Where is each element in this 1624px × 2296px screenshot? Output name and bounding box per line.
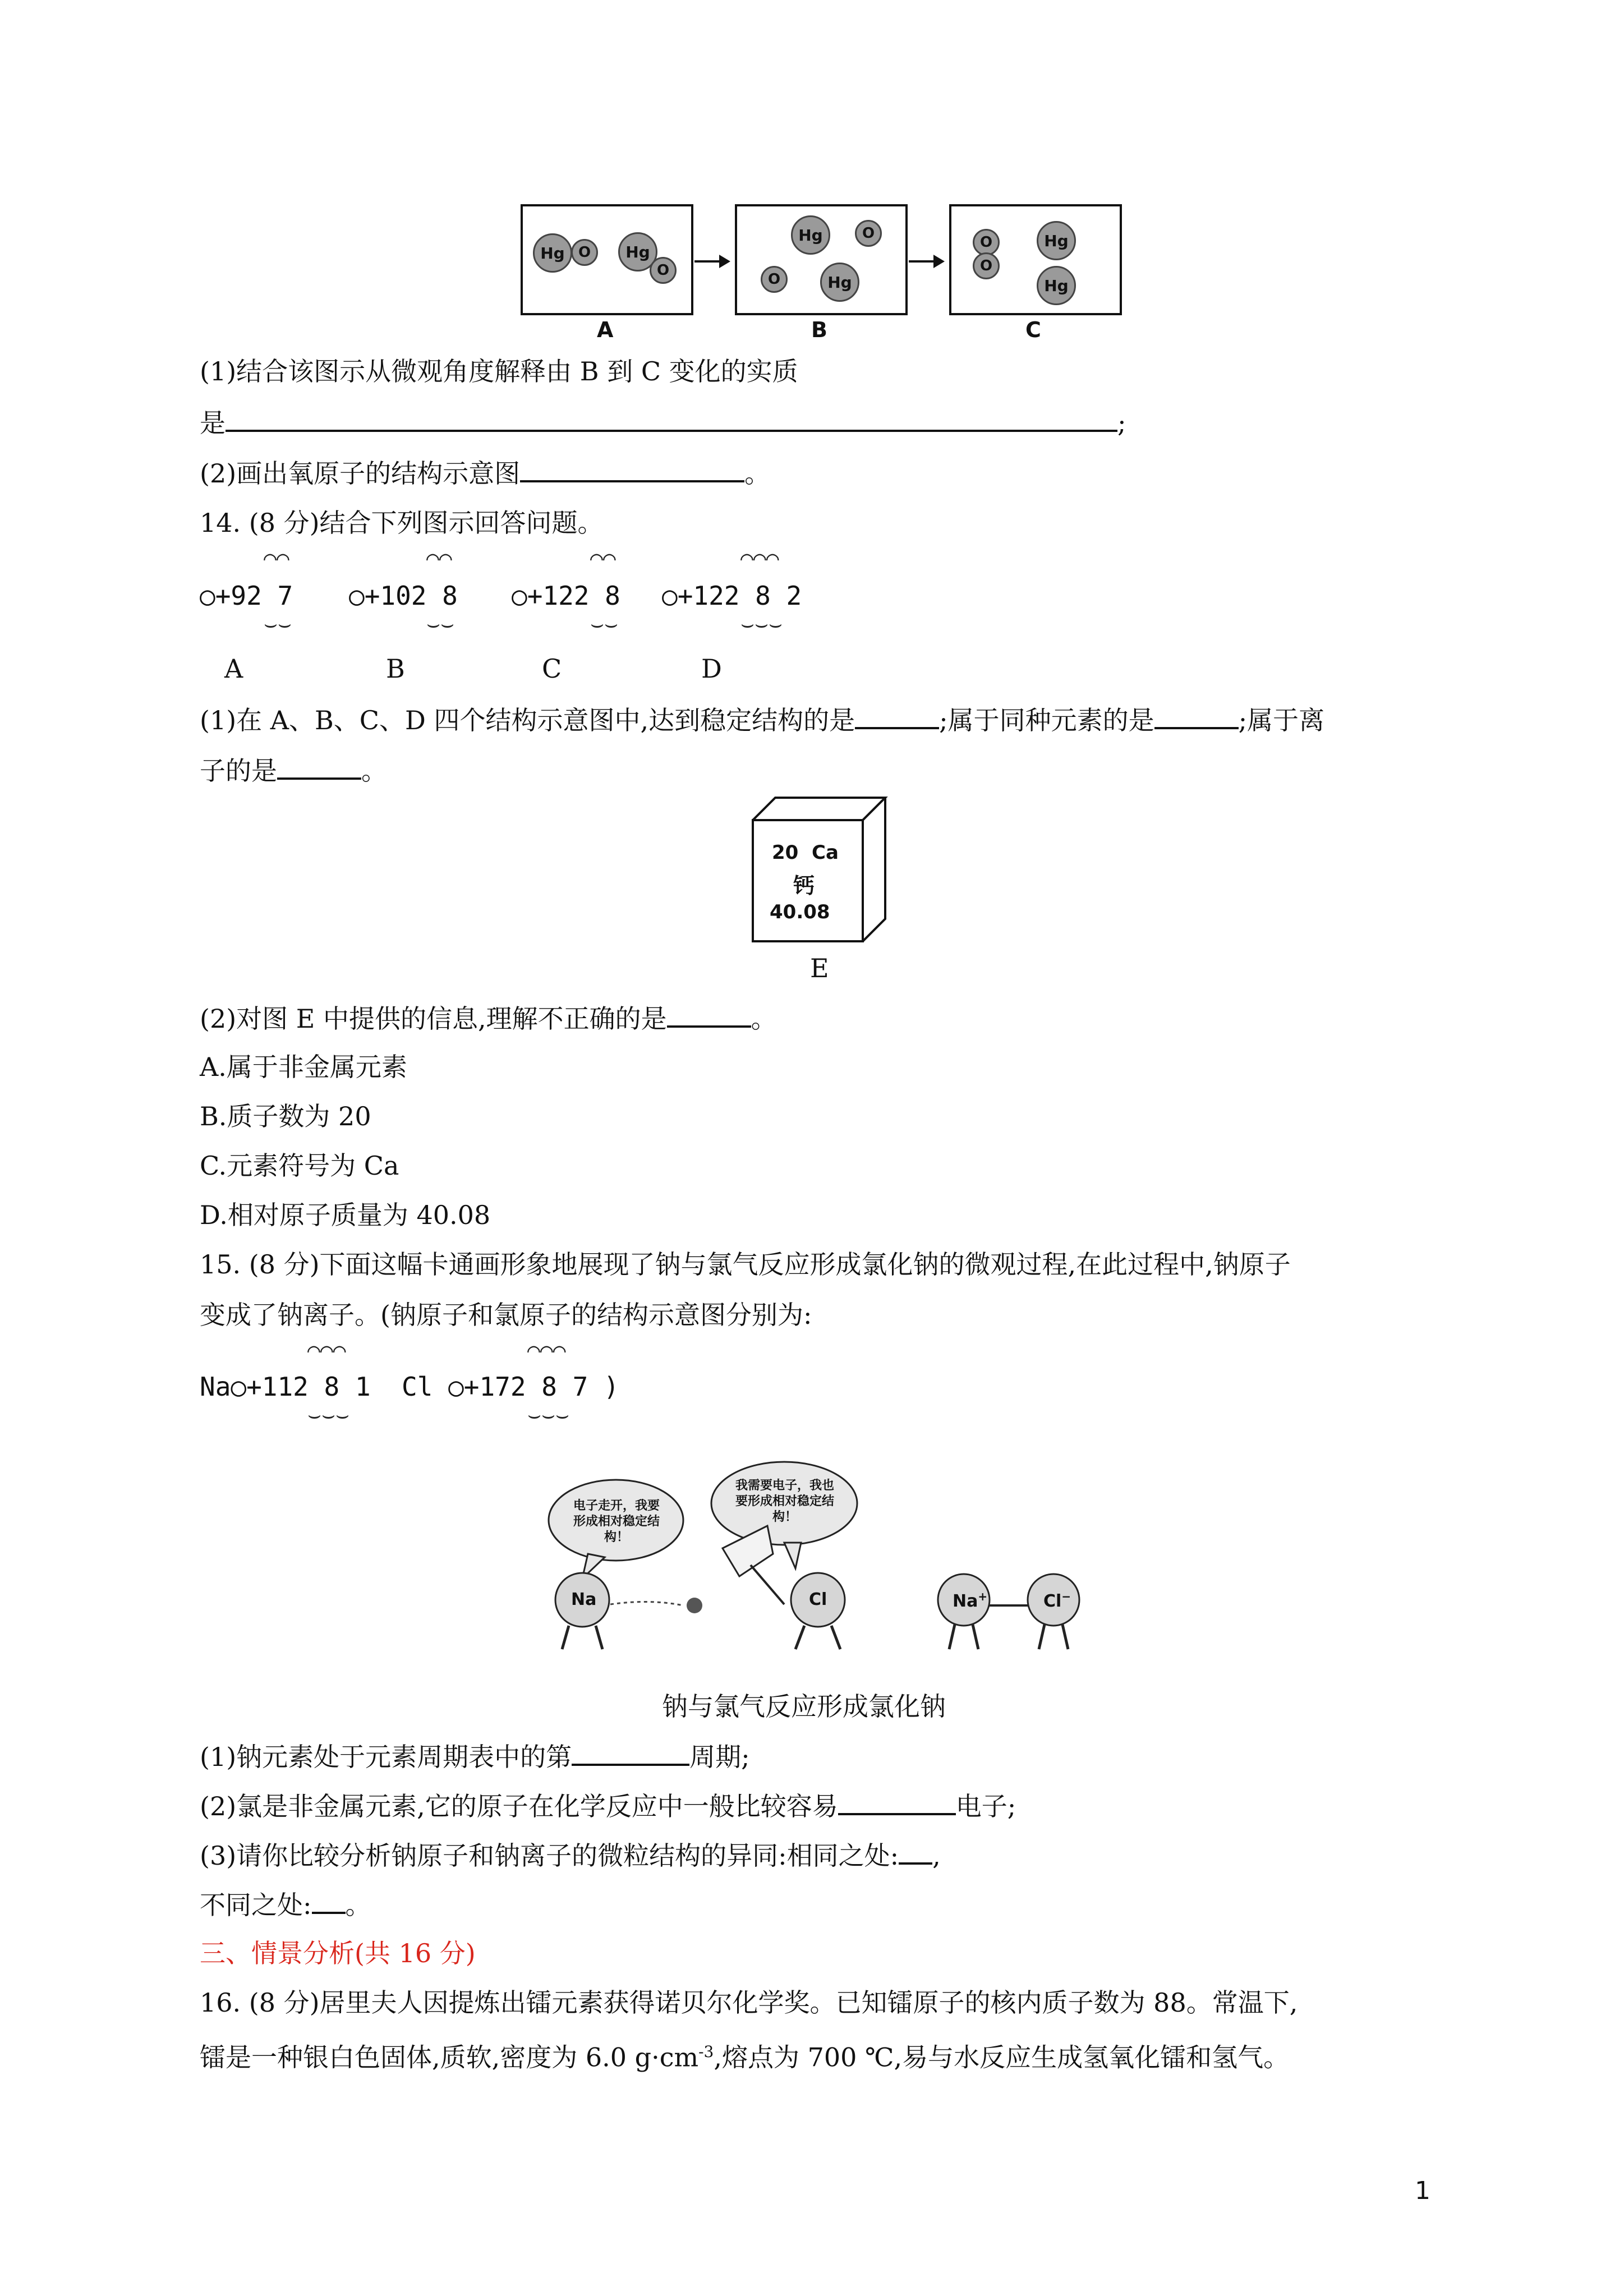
shell-arcs-top: ⌒⌒: [426, 545, 452, 570]
cartoon-caption: 钠与氯气反应形成氯化钠: [662, 1691, 946, 1722]
q15-part3-text: ,: [932, 1841, 941, 1871]
hg-atom: Hg: [791, 215, 830, 255]
q13-part1-answer: [200, 405, 1126, 440]
q14-title: 14. (8 分)结合下列图示回答问题。: [200, 508, 604, 538]
q15-part1: [200, 1739, 750, 1774]
speech-bubble-cl: 我需要电子，我也要形成相对稳定结构！: [735, 1478, 834, 1524]
q13-part1-text: (1)结合该图示从微观角度解释由 B 到 C 变化的实质: [200, 356, 798, 386]
q13-part2: [200, 455, 770, 490]
answer-blank[interactable]: [1154, 702, 1239, 729]
schematic-label-d: D: [701, 654, 722, 684]
hg-atom: Hg: [1037, 266, 1076, 305]
answer-blank[interactable]: [520, 455, 744, 482]
cl-ion-character: [1043, 1590, 1071, 1611]
q16-exponent: -3: [698, 2042, 714, 2061]
shell-arcs-top: ⌒⌒⌒: [307, 1337, 346, 1362]
section-heading: 三、情景分析(共 16 分): [200, 1938, 476, 1968]
q14-part1-text: (1)在 A、B、C、D 四个结构示意图中,达到稳定结构的是: [200, 705, 855, 735]
option-d[interactable]: D.相对原子质量为 40.08: [200, 1200, 491, 1230]
element-number-symbol: [772, 841, 839, 864]
shell-arcs-bottom: ⌣⌣⌣: [307, 1402, 350, 1427]
schematic-label-b: B: [386, 654, 405, 684]
answer-blank[interactable]: [667, 1001, 751, 1028]
q14-part2-text: (2)对图 E 中提供的信息,理解不正确的是: [200, 1004, 667, 1034]
q13-part1-prefix: 是: [200, 408, 226, 438]
na-ion-label: Na: [953, 1591, 978, 1611]
schematic-d: ○+122 8 2: [662, 581, 802, 611]
reaction-arrow: [694, 260, 728, 263]
answer-blank[interactable]: [838, 1788, 956, 1815]
panel-c: [949, 204, 1122, 315]
q15-part1-text: 周期;: [689, 1742, 750, 1772]
o-atom: O: [855, 220, 882, 247]
panel-label-c: C: [1025, 318, 1041, 342]
o-atom: O: [973, 229, 1000, 256]
q15-part2: [200, 1788, 1016, 1823]
atomic-mass: 40.08: [770, 901, 830, 923]
na-ion-charge: +: [978, 1590, 988, 1603]
q15-part1-text: (1)钠元素处于元素周期表中的第: [200, 1742, 572, 1772]
q14-part1-end: 。: [361, 756, 387, 786]
answer-blank[interactable]: [572, 1739, 689, 1766]
q14-part1-text: ;属于离: [1238, 705, 1325, 735]
q14-part2-end: 。: [751, 1004, 777, 1034]
shell-arcs-bottom: ⌣⌣: [590, 611, 619, 636]
q14-part1-text: ;属于同种元素的是: [939, 705, 1154, 735]
shell-arcs-bottom: ⌣⌣⌣: [527, 1402, 570, 1427]
schematic-label-a: A: [224, 654, 243, 684]
card-label-e: E: [810, 953, 829, 983]
answer-blank[interactable]: [855, 702, 939, 729]
reaction-arrow: [909, 260, 942, 263]
answer-blank[interactable]: [899, 1838, 932, 1865]
atomic-number: 20: [772, 841, 799, 864]
q14-part1-text: 子的是: [200, 756, 277, 786]
q15-line2: 变成了钠离子。(钠原子和氯原子的结构示意图分别为:: [200, 1300, 812, 1330]
na-ion-character: [953, 1590, 987, 1611]
na-schematic: Na○+112 8 1: [200, 1372, 371, 1402]
q16-line2-text: ,熔点为 700 ℃,易与水反应生成氢氧化镭和氢气。: [714, 2042, 1290, 2073]
schematic-a: ○+92 7: [200, 581, 293, 611]
q13-part2-text: (2)画出氧原子的结构示意图: [200, 458, 521, 489]
page-number: 1: [1415, 2177, 1430, 2205]
schematic-b: ○+102 8: [349, 581, 458, 611]
q15-part2-text: 电子;: [955, 1791, 1016, 1821]
q15-part4-text: 。: [345, 1890, 371, 1920]
q14-part1: [200, 702, 1324, 737]
sodium-chlorine-cartoon: [537, 1458, 1104, 1660]
q13-part1: [200, 355, 798, 388]
q14-part2: [200, 1001, 777, 1036]
answer-blank[interactable]: [226, 405, 1117, 432]
panel-a: [521, 204, 693, 315]
element-name: 钙: [793, 873, 815, 898]
shell-arcs-top: ⌒⌒⌒: [527, 1337, 566, 1362]
q15-part4-text: 不同之处:: [200, 1890, 312, 1920]
panel-label-a: A: [597, 318, 614, 342]
hg-atom: Hg: [618, 232, 657, 272]
hg-atom: Hg: [533, 233, 572, 273]
shell-arcs-top: ⌒⌒: [264, 545, 289, 570]
shell-arcs-bottom: ⌣⌣: [264, 611, 292, 636]
o-atom: O: [650, 257, 677, 284]
q15-part3: [200, 1838, 941, 1872]
element-symbol: Ca: [812, 841, 839, 864]
option-c[interactable]: C.元素符号为 Ca: [200, 1151, 399, 1181]
q16-line2: [200, 2035, 1289, 2074]
q15-part2-text: (2)氯是非金属元素,它的原子在化学反应中一般比较容易: [200, 1791, 838, 1821]
schematic-label-c: C: [542, 654, 562, 684]
o-atom: O: [571, 239, 598, 266]
option-b[interactable]: B.质子数为 20: [200, 1101, 371, 1131]
shell-arcs-top: ⌒⌒: [590, 545, 616, 570]
hg-atom: Hg: [1037, 221, 1076, 260]
answer-blank[interactable]: [277, 753, 361, 780]
q16-line2-text: 镭是一种银白色固体,质软,密度为 6.0 g·cm: [200, 2042, 699, 2073]
q13-part1-end: ;: [1117, 408, 1126, 438]
panel-label-b: B: [811, 318, 827, 342]
q15-part3-text: (3)请你比较分析钠原子和钠离子的微粒结构的异同:相同之处:: [200, 1841, 899, 1871]
shell-arcs-bottom: ⌣⌣⌣: [740, 611, 783, 636]
cl-ion-label: Cl: [1043, 1591, 1062, 1611]
cl-schematic: Cl ○+172 8 7 ): [402, 1372, 619, 1402]
answer-blank[interactable]: [312, 1887, 346, 1914]
option-a[interactable]: A.属于非金属元素: [200, 1052, 407, 1082]
shell-arcs-bottom: ⌣⌣: [426, 611, 455, 636]
o-atom: O: [761, 266, 788, 293]
q15-line1: 15. (8 分)下面这幅卡通画形象地展现了钠与氯气反应形成氯化钠的微观过程,在此过程中,钠原子: [200, 1249, 1291, 1280]
panel-b: [735, 204, 908, 315]
q14-part1-cont: [200, 753, 387, 788]
shell-arcs-top: ⌒⌒⌒: [740, 545, 779, 570]
hg-atom: Hg: [820, 263, 859, 302]
q13-part2-end: 。: [744, 458, 771, 489]
na-atom-character: Na: [571, 1590, 597, 1609]
cl-atom-character: Cl: [809, 1590, 827, 1609]
q16-line1: 16. (8 分)居里夫人因提炼出镭元素获得诺贝尔化学奖。已知镭原子的核内质子数为 88。常温下,: [200, 1987, 1298, 2018]
schematic-c: ○+122 8: [512, 581, 620, 611]
speech-bubble-na: 电子走开，我要形成相对稳定结构！: [573, 1498, 660, 1544]
o-atom: O: [973, 252, 1000, 279]
cl-ion-charge: −: [1061, 1590, 1071, 1603]
q15-part4: [200, 1887, 371, 1922]
